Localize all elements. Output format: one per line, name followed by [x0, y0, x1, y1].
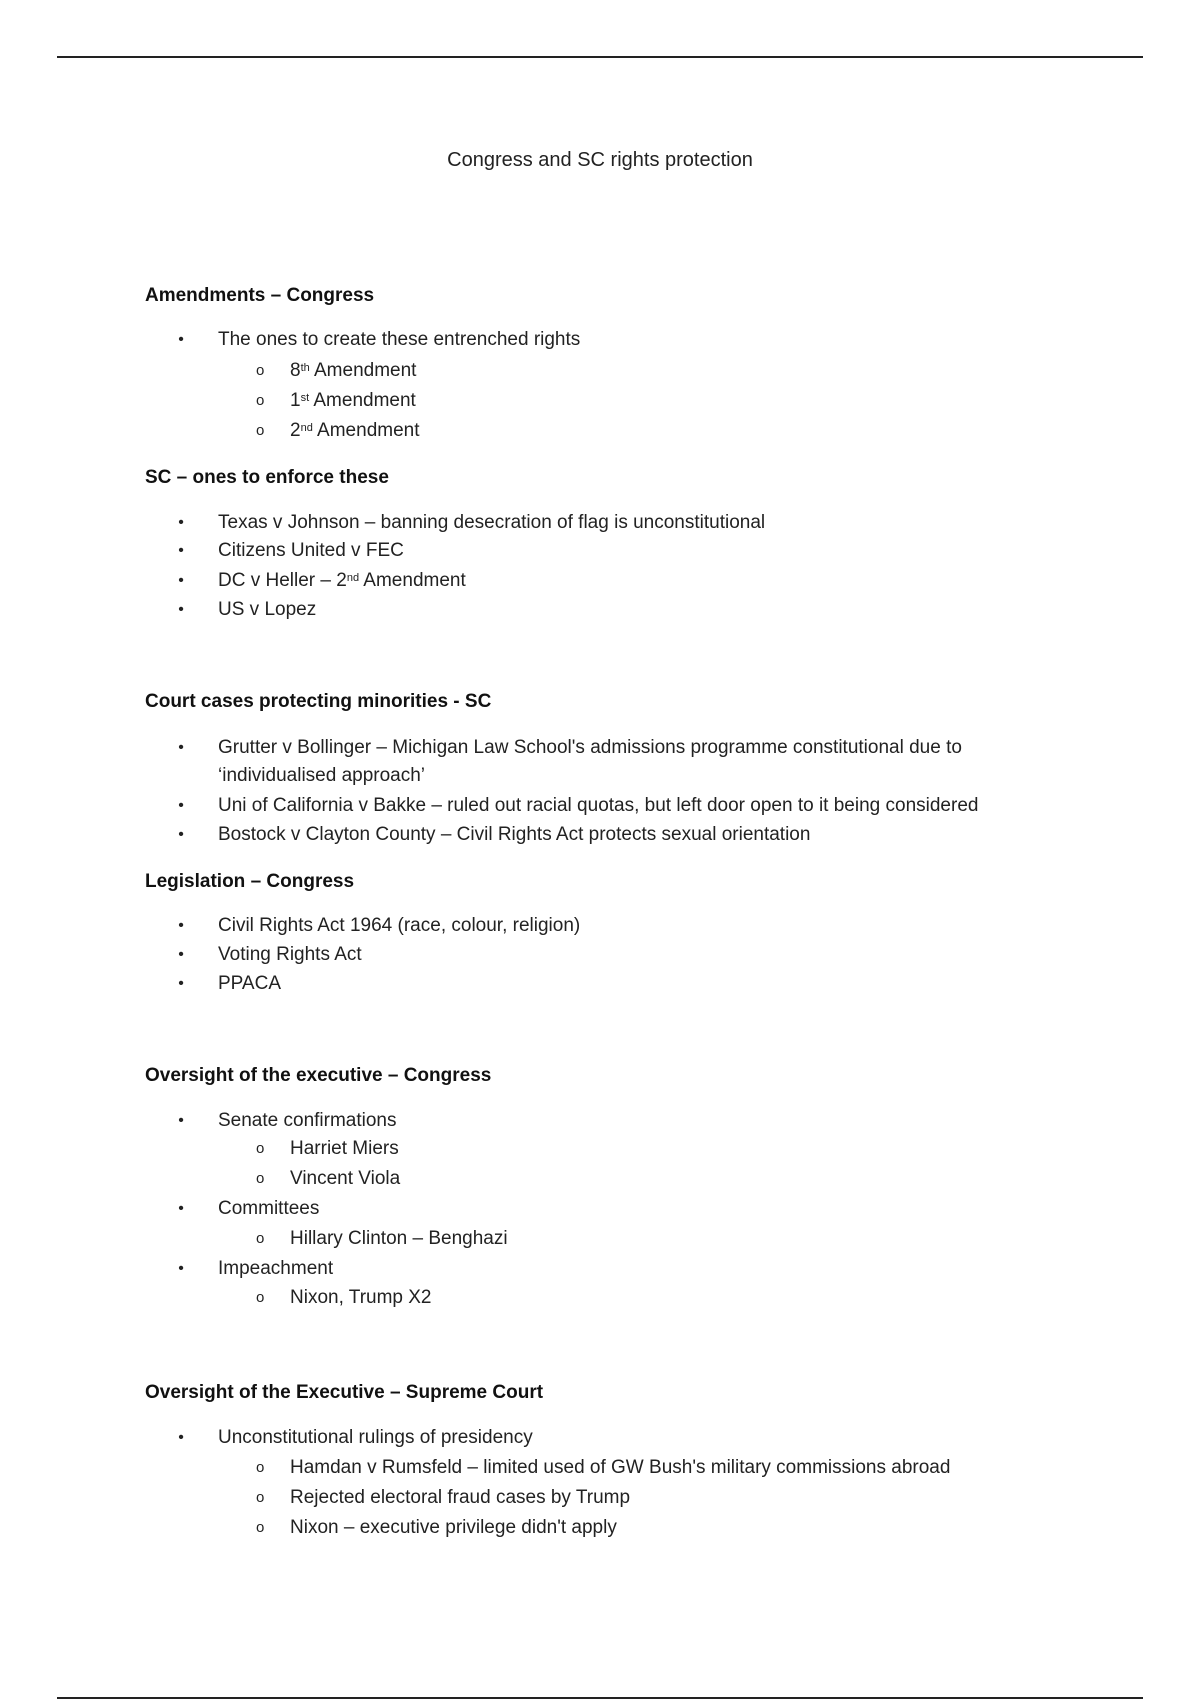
- bullet-icon: •: [178, 1429, 184, 1446]
- list-item-text: The ones to create these entrenched rights: [218, 329, 581, 350]
- sub-bullet-icon: o: [256, 1489, 265, 1506]
- list-item-text: Unconstitutional rulings of presidency: [218, 1427, 533, 1448]
- bottom-divider: [57, 1697, 1143, 1699]
- list-item-text: Grutter v Bollinger – Michigan Law School's admissions programme constitutional due to ‘individualised approach’: [218, 737, 962, 786]
- section-heading-oversight-congress: Oversight of the executive – Congress: [145, 1065, 492, 1086]
- list-item-text: Bostock v Clayton County – Civil Rights Act protects sexual orientation: [218, 824, 811, 845]
- sub-list-item-text: Nixon, Trump X2: [290, 1287, 432, 1308]
- bullet-icon: •: [178, 739, 184, 756]
- list-item-text: US v Lopez: [218, 599, 317, 620]
- section-heading-oversight-court: Oversight of the Executive – Supreme Court: [145, 1382, 544, 1403]
- sub-list-item-text: 8th Amendment: [290, 360, 417, 381]
- section-heading-legislation: Legislation – Congress: [145, 871, 355, 892]
- list-item-text: Citizens United v FEC: [218, 540, 404, 561]
- bullet-icon: •: [178, 1260, 184, 1277]
- bullet-icon: •: [178, 946, 184, 963]
- list-item-text: Committees: [218, 1198, 320, 1219]
- sub-bullet-icon: o: [256, 1519, 265, 1536]
- list-item-text: Impeachment: [218, 1258, 334, 1279]
- sub-list-item-text: Hillary Clinton – Benghazi: [290, 1228, 508, 1249]
- section-heading-amendments: Amendments – Congress: [145, 285, 375, 306]
- sub-bullet-icon: o: [256, 392, 265, 409]
- sub-bullet-icon: o: [256, 422, 265, 439]
- sub-list-item-text: Vincent Viola: [290, 1168, 401, 1189]
- sub-list-item-text: Hamdan v Rumsfeld – limited used of GW Bush's military commissions abroad: [290, 1457, 951, 1478]
- list-item-text: Civil Rights Act 1964 (race, colour, religion): [218, 915, 581, 936]
- list-item-text: Texas v Johnson – banning desecration of flag is unconstitutional: [218, 512, 766, 533]
- list-item-text: Uni of California v Bakke – ruled out racial quotas, but left door open to it being considered: [218, 795, 979, 816]
- top-divider: [57, 56, 1143, 58]
- list-item-text: Voting Rights Act: [218, 944, 362, 965]
- bullet-icon: •: [178, 331, 184, 348]
- section-heading-sc-enforce: SC – ones to enforce these: [145, 467, 389, 488]
- bullet-icon: •: [178, 601, 184, 618]
- page-title: Congress and SC rights protection: [447, 149, 753, 171]
- bullet-icon: •: [178, 1112, 184, 1129]
- bullet-icon: •: [178, 514, 184, 531]
- bullet-icon: •: [178, 572, 184, 589]
- list-item-text: Senate confirmations: [218, 1110, 397, 1131]
- bullet-icon: •: [178, 975, 184, 992]
- sub-bullet-icon: o: [256, 1289, 265, 1306]
- bullet-icon: •: [178, 917, 184, 934]
- sub-bullet-icon: o: [256, 362, 265, 379]
- sub-bullet-icon: o: [256, 1459, 265, 1476]
- sub-bullet-icon: o: [256, 1170, 265, 1187]
- list-item-text: PPACA: [218, 973, 282, 994]
- sub-list-item-text: 1st Amendment: [290, 390, 416, 411]
- sub-list-item-text: 2nd Amendment: [290, 420, 420, 441]
- section-heading-minorities: Court cases protecting minorities - SC: [145, 691, 492, 712]
- sub-bullet-icon: o: [256, 1140, 265, 1157]
- sub-bullet-icon: o: [256, 1230, 265, 1247]
- sub-list-item-text: Harriet Miers: [290, 1138, 399, 1159]
- bullet-icon: •: [178, 797, 184, 814]
- sub-list-item-text: Nixon – executive privilege didn't apply: [290, 1517, 617, 1538]
- list-item-text: DC v Heller – 2nd Amendment: [218, 570, 466, 591]
- sub-list-item-text: Rejected electoral fraud cases by Trump: [290, 1487, 631, 1508]
- bullet-icon: •: [178, 826, 184, 843]
- bullet-icon: •: [178, 1200, 184, 1217]
- bullet-icon: •: [178, 542, 184, 559]
